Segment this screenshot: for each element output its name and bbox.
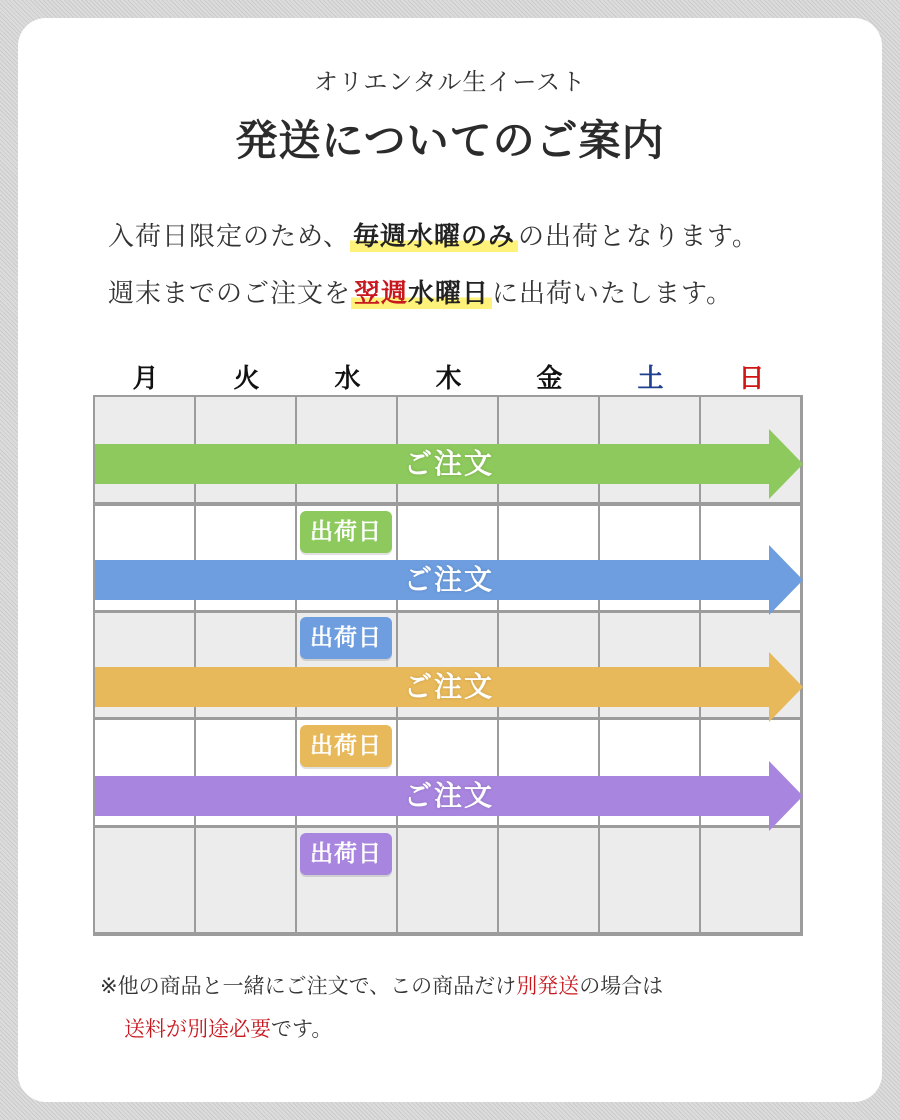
ship-day-badge-week-1: 出荷日 (300, 511, 392, 553)
day-header-wed: 水 (334, 364, 361, 394)
order-arrow-label: ご注文 (403, 447, 494, 480)
wednesday-text: 水曜日 (408, 279, 490, 309)
weekly-wednesday-highlight: 毎週水曜のみ (350, 222, 518, 252)
day-header-fri: 金 (536, 364, 563, 394)
page-title: 発送についてのご案内 (235, 116, 665, 165)
calendar-cell (398, 828, 497, 932)
day-header-thu: 木 (435, 364, 462, 394)
note-line-2-post: です。 (271, 1017, 333, 1041)
extra-shipping-fee-text: 送料が別途必要 (124, 1017, 271, 1041)
next-week-text: 翌週 (354, 279, 409, 309)
day-header-tue: 火 (233, 364, 260, 394)
ship-day-badge-week-2: 出荷日 (300, 617, 392, 659)
calendar-cell (701, 828, 800, 932)
intro-line-2-post: に出荷いたします。 (492, 279, 733, 309)
order-arrow-week-4 (95, 761, 803, 831)
calendar-cell (600, 828, 699, 932)
next-wednesday-highlight (351, 279, 492, 309)
intro-line-1-pre: 入荷日限定のため、 (108, 222, 350, 252)
order-arrow-week-2 (95, 545, 803, 615)
order-arrow-week-1 (95, 429, 803, 499)
calendar-cell (499, 828, 598, 932)
shipping-note-line-2 (124, 1013, 332, 1043)
calendar-cell (196, 828, 295, 932)
intro-line-2-pre: 週末までのご注文を (108, 279, 352, 309)
day-header-sun: 日 (738, 364, 765, 394)
calendar-cell (95, 828, 194, 932)
note-line-1-pre: ※他の商品と一緒にご注文で、この商品だけ (100, 974, 517, 998)
ship-day-badge-week-3: 出荷日 (300, 725, 392, 767)
ship-day-badge-week-4: 出荷日 (300, 833, 392, 875)
order-arrow-label: ご注文 (403, 563, 494, 596)
product-subtitle: オリエンタル生イースト (313, 68, 587, 96)
order-arrow-label: ご注文 (403, 670, 494, 703)
day-header-mon: 月 (132, 364, 159, 394)
day-header-sat: 土 (637, 364, 664, 394)
order-arrow-label: ご注文 (403, 779, 494, 812)
shipping-note-line-1 (100, 970, 663, 1000)
note-line-1-post: の場合は (579, 974, 664, 998)
intro-line-2 (108, 273, 868, 310)
order-arrow-week-3 (95, 652, 803, 722)
intro-line-1 (108, 216, 868, 253)
intro-line-1-post: の出荷となります。 (517, 222, 759, 252)
separate-shipping-text: 別発送 (516, 974, 580, 998)
